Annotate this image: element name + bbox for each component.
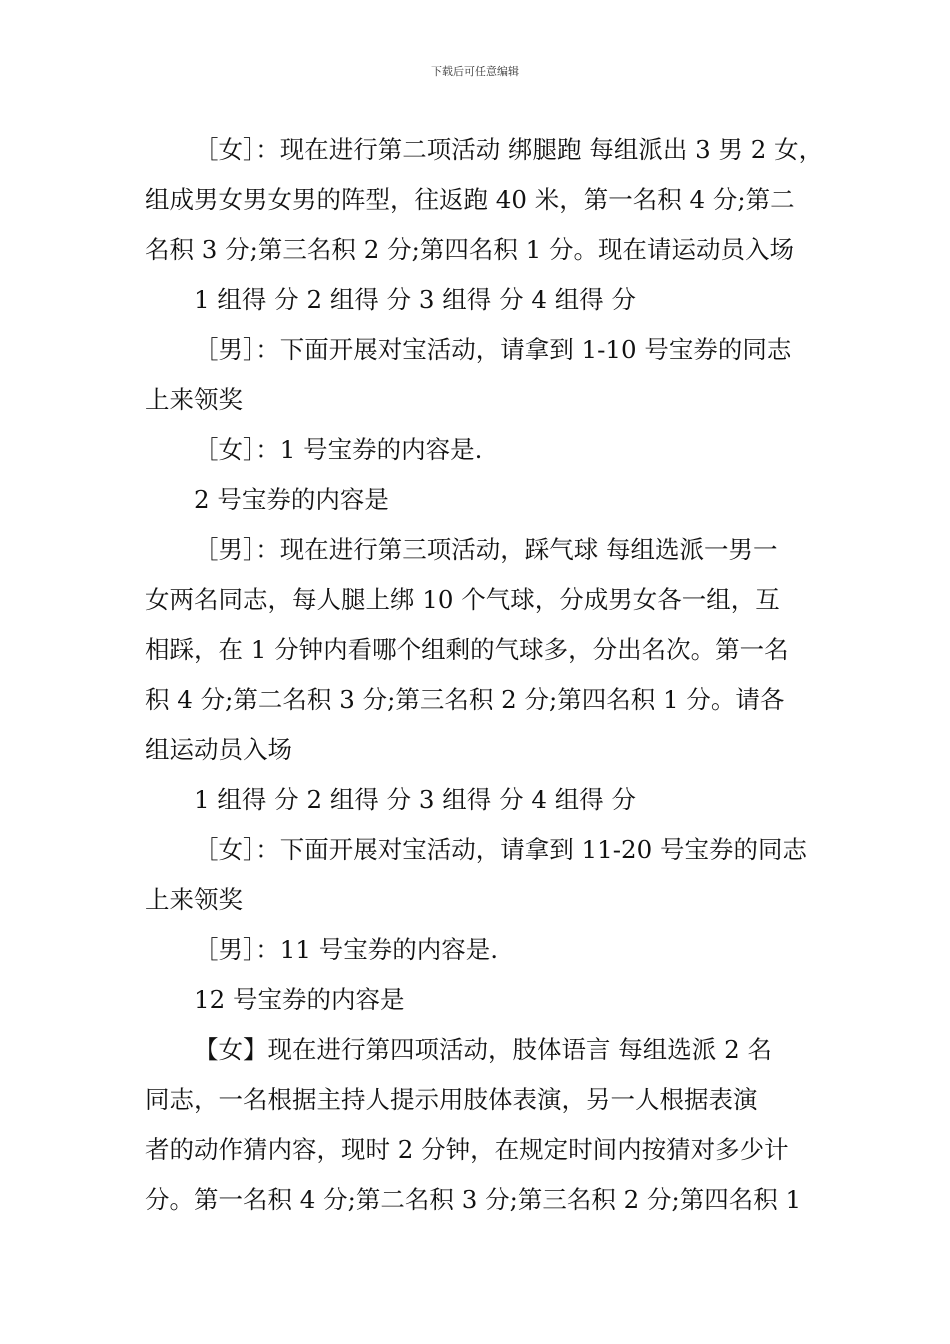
paragraph-score-line-2 <box>145 775 807 825</box>
paragraph-activity-2 <box>145 125 824 275</box>
text-line: 【女】现在进行第四项活动，肢体语言 每组选派 2 名 <box>194 1035 772 1064</box>
text-line: 女两名同志，每人腿上绑 10 个气球，分成男女各一组，互 <box>145 585 780 614</box>
page-header: 下载后可任意编辑 <box>431 65 519 78</box>
paragraph-activity-4 <box>145 1025 807 1225</box>
text-line: 同志，一名根据主持人提示用肢体表演，另一人根据表演 <box>145 1085 758 1114</box>
paragraph-prize-1-10 <box>145 325 807 425</box>
text-line: 名积 3 分;第三名积 2 分;第四名积 1 分。现在请运动员入场 <box>145 235 794 264</box>
paragraph-prize-11-20 <box>145 825 807 925</box>
paragraph-ticket-1 <box>145 425 807 475</box>
text-line: ［女］：1 号宝券的内容是. <box>194 435 483 464</box>
paragraph-score-line-1 <box>145 275 807 325</box>
paragraph-ticket-2 <box>145 475 807 525</box>
text-line: 组成男女男女男的阵型，往返跑 40 米，第一名积 4 分;第二 <box>145 185 795 214</box>
text-line: 12 号宝券的内容是 <box>194 985 405 1014</box>
text-line: 者的动作猜内容，现时 2 分钟，在规定时间内按猜对多少计 <box>145 1135 789 1164</box>
text-line: 组运动员入场 <box>145 735 292 764</box>
text-line: ［男］：下面开展对宝活动，请拿到 1-10 号宝券的同志 <box>194 335 792 364</box>
text-line: 上来领奖 <box>145 385 243 414</box>
paragraph-ticket-11 <box>145 925 807 975</box>
paragraph-ticket-12 <box>145 975 807 1025</box>
document-body <box>145 125 824 1225</box>
text-line: ［男］：现在进行第三项活动，踩气球 每组选派一男一 <box>194 535 778 564</box>
text-line: ［女］：下面开展对宝活动，请拿到 11-20 号宝券的同志 <box>194 835 807 864</box>
text-line: 相踩，在 1 分钟内看哪个组剩的气球多，分出名次。第一名 <box>145 635 789 664</box>
text-line: 2 号宝券的内容是 <box>194 485 389 514</box>
text-line: ［女］：现在进行第二项活动 绑腿跑 每组派出 3 男 2 女， <box>194 135 824 164</box>
text-line: 1 组得 分 2 组得 分 3 组得 分 4 组得 分 <box>194 785 637 814</box>
paragraph-activity-3 <box>145 525 807 775</box>
text-line: 积 4 分;第二名积 3 分;第三名积 2 分;第四名积 1 分。请各 <box>145 685 785 714</box>
text-line: 分。第一名积 4 分;第二名积 3 分;第三名积 2 分;第四名积 1 <box>145 1185 802 1214</box>
text-line: ［男］：11 号宝券的内容是. <box>194 935 498 964</box>
text-line: 上来领奖 <box>145 885 243 914</box>
text-line: 1 组得 分 2 组得 分 3 组得 分 4 组得 分 <box>194 285 637 314</box>
